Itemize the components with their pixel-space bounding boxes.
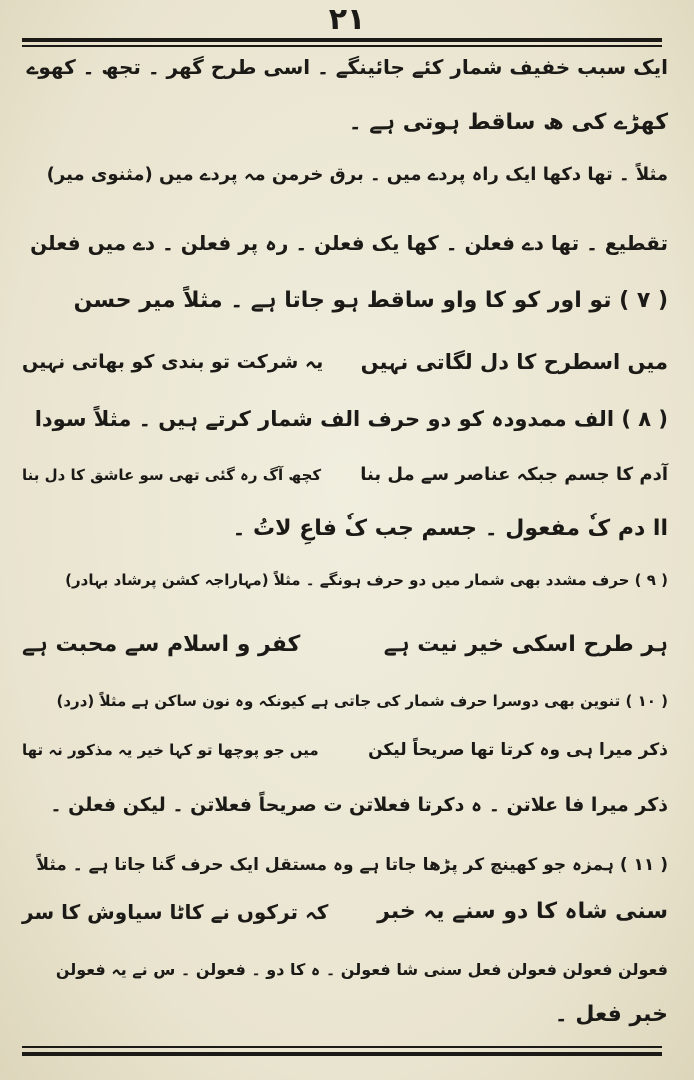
text-line: خبر فعل ۔: [554, 1002, 668, 1027]
verse-hemistich-right: ذکر میرا ہی وہ کرتا تھا صریحاً لیکن: [368, 740, 668, 760]
text-line: ذکر میرا فا علاتن ۔ ہ دکرتا فعلاتن ت صریحاً فعلاتن ۔ لیکن فعلن ۔: [50, 794, 668, 816]
text-line: ( ۷ ) تو اور کو کا واو ساقط ہو جاتا ہے ۔ مثلاً میر حسن: [73, 288, 668, 313]
text-line: تقطیع ۔ تھا دے فعلن ۔ کھا یک فعلن ۔ رہ پر فعلن ۔ دے میں فعلن: [30, 231, 668, 255]
verse-hemistich-right: سنی شاہ کا دو سنے یہ خبر: [377, 899, 668, 924]
verse-couplet: [0, 735, 694, 769]
page-number: ۲۱: [328, 2, 366, 37]
verse-couplet: [0, 897, 694, 931]
text-line: کھڑے کی ھ ساقط ہوتی ہے ۔: [348, 110, 668, 135]
bottom-rule-thin: [22, 1046, 662, 1048]
text-line: ( ۱۱ ) ہمزہ جو کھینچ کر پڑھا جاتا ہے وہ مستقل ایک حرف گنا جاتا ہے ۔ مثلاً: [36, 855, 668, 875]
verse-hemistich-right: آدم کا جسم جبکہ عناصر سے مل بنا: [360, 464, 668, 485]
verse-couplet: [0, 347, 694, 381]
verse-hemistich-left: کفر و اسلام سے محبت ہے: [22, 632, 301, 657]
text-line: مثلاً ۔ تھا دکھا ایک راہ پردے میں ۔ برق خرمن مہ پردے میں (مثنوی میر): [46, 164, 668, 185]
verse-hemistich-left: یہ شرکت تو بندی کو بھاتی نہیں: [22, 351, 324, 373]
text-line: اا دم کٗ مفعول ۔ جسم جب کٗ فاعِ لاتُ ۔: [232, 516, 668, 541]
verse-hemistich-right: ہر طرح اسکی خیر نیت ہے: [383, 632, 668, 657]
text-line: ایک سبب خفیف شمار کئے جائینگے ۔ اسی طرح گھر ۔ تجھ ۔ کھوے: [26, 55, 668, 79]
text-line: ( ۹ ) حرف مشدد بھی شمار میں دو حرف ہونگے ۔ مثلاً (مہاراجہ کشن پرشاد بہادر): [65, 571, 668, 589]
bottom-rule-thick: [22, 1052, 662, 1056]
verse-hemistich-left: کہ ترکوں نے کاٹا سیاوش کا سر: [22, 900, 329, 924]
verse-hemistich-left: میں جو پوچھا تو کہا خیر یہ مذکور نہ تھا: [22, 741, 319, 759]
text-line: فعولن فعولن فعولن فعل سنی شا فعولن ۔ ہ کا دو ۔ فعولن ۔ س نے یہ فعولن: [55, 960, 668, 979]
verse-hemistich-right: میں اسطرح کا دل لگاتی نہیں: [360, 350, 668, 374]
verse-couplet: [0, 630, 694, 664]
verse-couplet: [0, 460, 694, 494]
verse-hemistich-left: کچھ آگ رہ گئی تھی سو عاشق کا دل بنا: [22, 466, 322, 484]
text-line: ( ۸ ) الف ممدودہ کو دو حرف الف شمار کرتے ہیں ۔ مثلاً سودا: [34, 407, 668, 431]
text-line: ( ۱۰ ) تنوین بھی دوسرا حرف شمار کی جاتی ہے کیونکہ وہ نون ساکن ہے مثلاً (درد): [56, 692, 668, 710]
